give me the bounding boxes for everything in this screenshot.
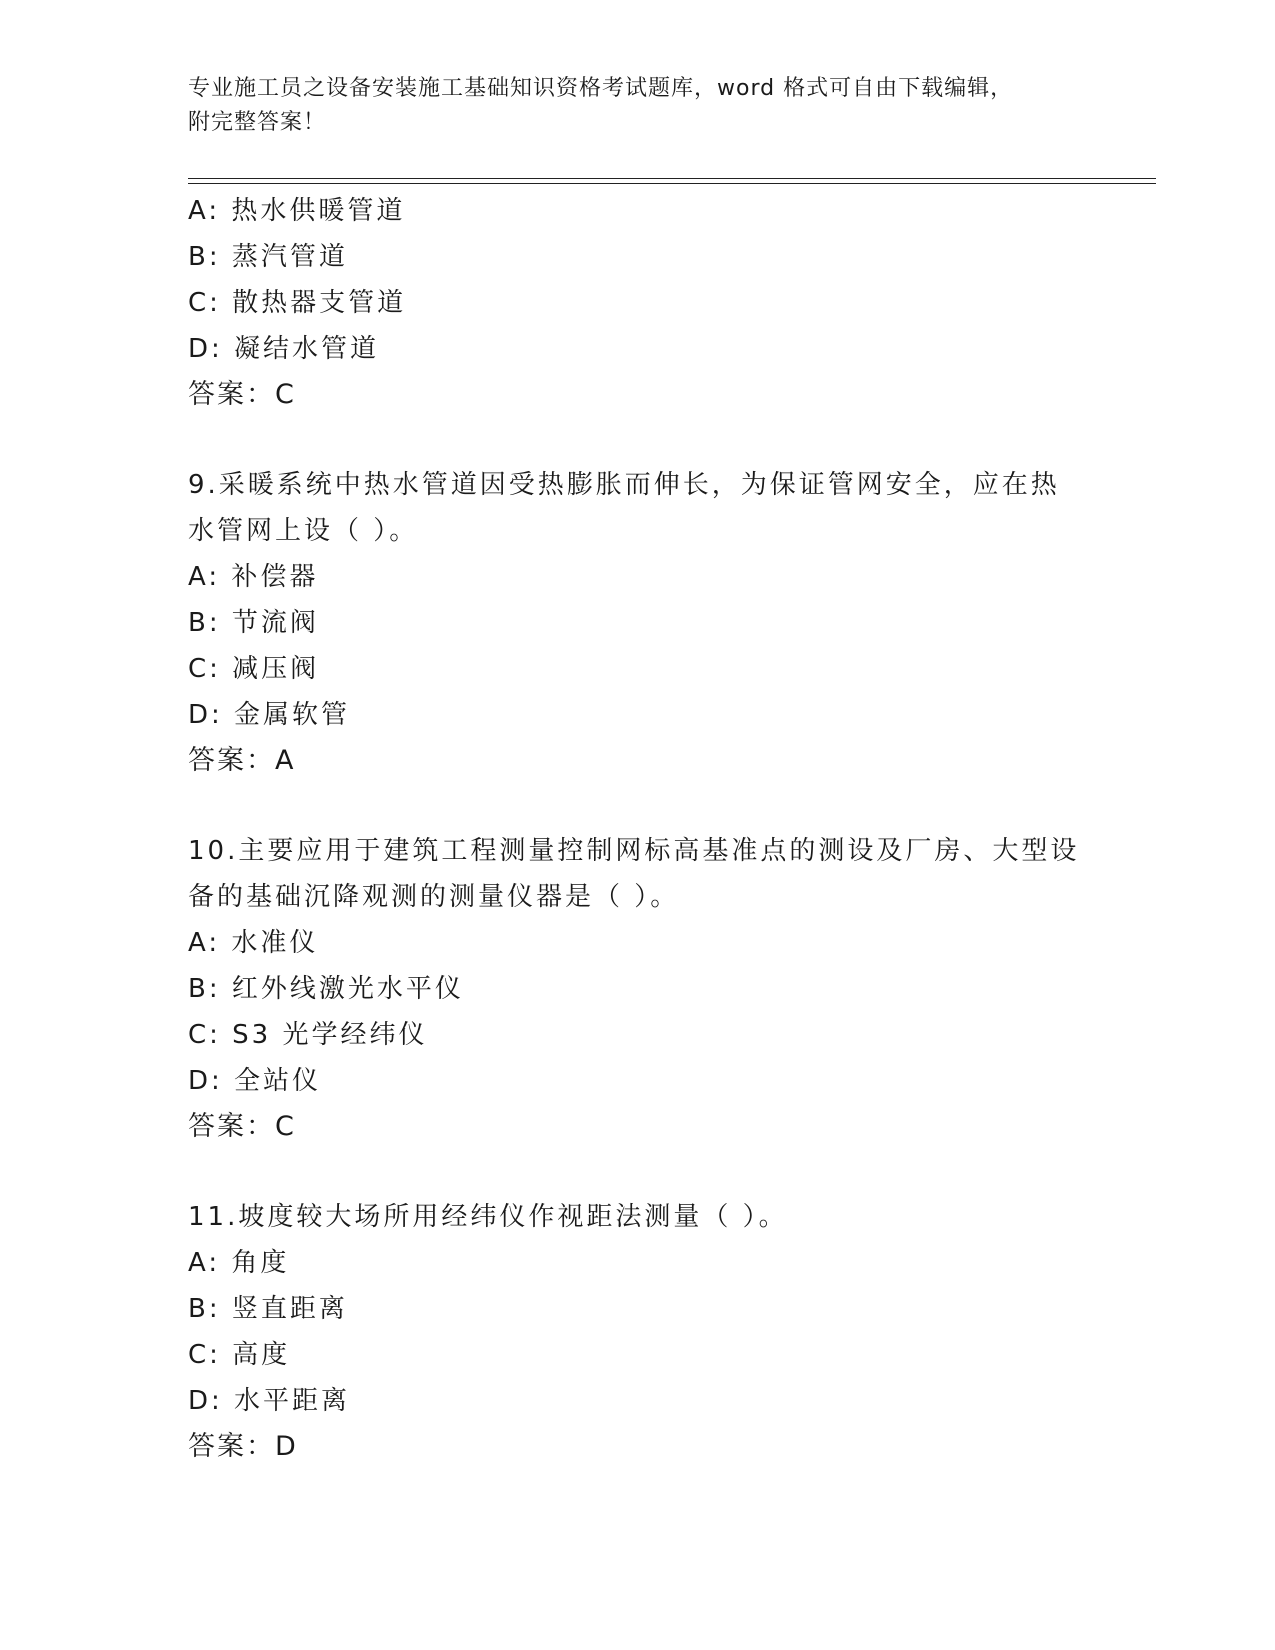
answer-line: 答案：C <box>188 1111 296 1142</box>
question-text-line-1: 9.采暖系统中热水管道因受热膨胀而伸长，为保证管网安全，应在热 <box>188 470 1060 500</box>
question-10 <box>188 828 1088 1150</box>
question-text-line-1: 11.坡度较大场所用经纬仪作视距法测量（ ）。 <box>188 1202 788 1232</box>
option-c: C: S3 光学经纬仪 <box>188 1020 428 1050</box>
option-c: C: 散热器支管道 <box>188 288 407 318</box>
header-line-2: 附完整答案！ <box>188 110 327 135</box>
header-divider-top <box>188 178 1156 179</box>
question-text-line-2: 水管网上设（ ）。 <box>188 516 419 546</box>
option-a: A: 热水供暖管道 <box>188 196 406 226</box>
header-line-1: 专业施工员之设备安装施工基础知识资格考试题库，word 格式可自由下载编辑， <box>188 76 1014 101</box>
option-a: A: 角度 <box>188 1248 290 1278</box>
option-d: D: 金属软管 <box>188 700 351 730</box>
document-header <box>188 72 1088 140</box>
question-11 <box>188 1194 1088 1470</box>
option-d: D: 水平距离 <box>188 1386 351 1416</box>
question-text-line-2: 备的基础沉降观测的测量仪器是（ ）。 <box>188 882 680 912</box>
answer-line: 答案：A <box>188 745 296 776</box>
header-divider-bottom <box>188 183 1156 184</box>
option-b: B: 竖直距离 <box>188 1294 348 1324</box>
option-a: A: 水准仪 <box>188 928 319 958</box>
option-b: B: 蒸汽管道 <box>188 242 348 272</box>
option-d: D: 全站仪 <box>188 1066 322 1096</box>
carryover-question <box>188 188 1088 418</box>
question-9 <box>188 462 1088 784</box>
option-b: B: 红外线激光水平仪 <box>188 974 464 1004</box>
question-text-line-1: 10.主要应用于建筑工程测量控制网标高基准点的测设及厂房、大型设 <box>188 836 1080 866</box>
question-content <box>188 188 1088 1470</box>
option-b: B: 节流阀 <box>188 608 319 638</box>
option-c: C: 减压阀 <box>188 654 320 684</box>
option-d: D: 凝结水管道 <box>188 334 380 364</box>
option-c: C: 高度 <box>188 1340 291 1370</box>
option-a: A: 补偿器 <box>188 562 319 592</box>
answer-line: 答案：C <box>188 379 296 410</box>
answer-line: 答案：D <box>188 1431 298 1462</box>
